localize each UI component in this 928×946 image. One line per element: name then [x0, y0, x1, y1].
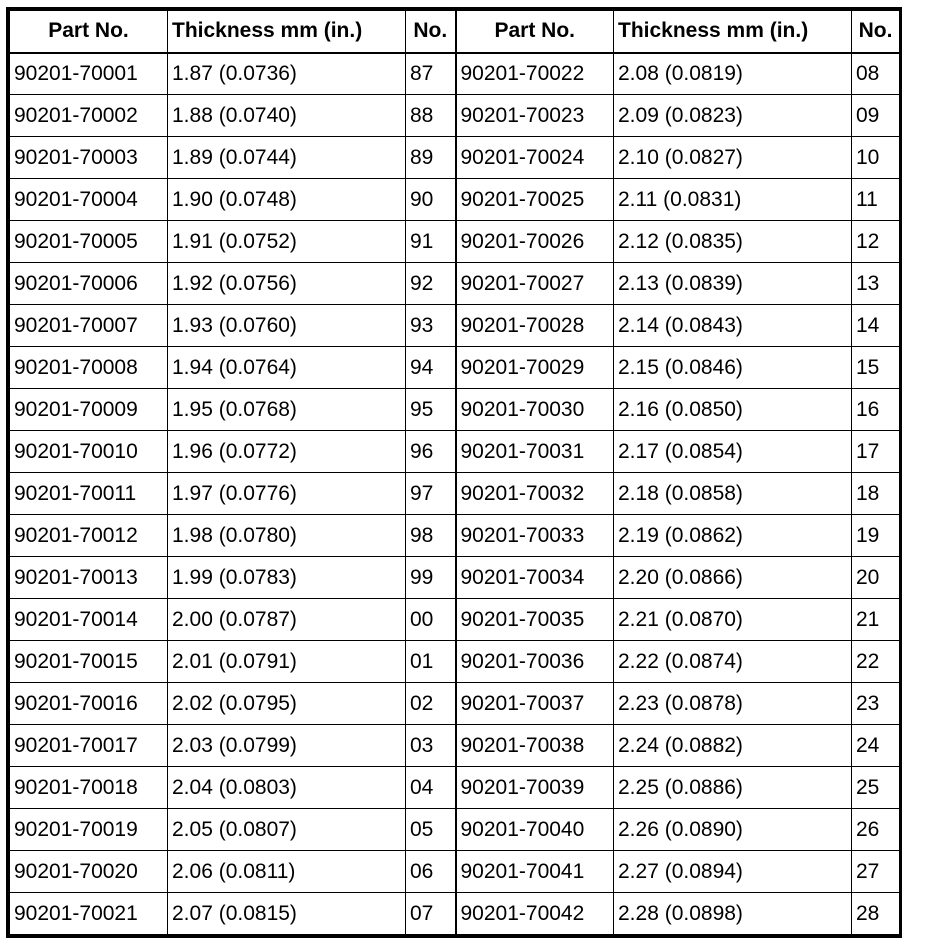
- number-cell: 24: [852, 725, 900, 767]
- thickness-cell: 2.19 (0.0862): [614, 515, 852, 557]
- part-no-cell: 90201-70042: [456, 893, 614, 935]
- table-row: [10, 599, 900, 641]
- number-cell: 98: [406, 515, 456, 557]
- part-no-cell: 90201-70008: [10, 347, 168, 389]
- thickness-cell: 1.88 (0.0740): [168, 95, 406, 137]
- number-cell: 06: [406, 851, 456, 893]
- part-no-cell: 90201-70003: [10, 137, 168, 179]
- table-row: [10, 305, 900, 347]
- number-cell: 90: [406, 179, 456, 221]
- part-no-cell: 90201-70001: [10, 53, 168, 95]
- part-no-cell: 90201-70018: [10, 767, 168, 809]
- number-cell: 09: [852, 95, 900, 137]
- number-cell: 97: [406, 473, 456, 515]
- number-cell: 02: [406, 683, 456, 725]
- part-no-cell: 90201-70041: [456, 851, 614, 893]
- thickness-cell: 1.94 (0.0764): [168, 347, 406, 389]
- number-cell: 88: [406, 95, 456, 137]
- thickness-cell: 2.27 (0.0894): [614, 851, 852, 893]
- thickness-cell: 2.14 (0.0843): [614, 305, 852, 347]
- table-row: [10, 725, 900, 767]
- part-no-cell: 90201-70005: [10, 221, 168, 263]
- table-header-row: [10, 11, 900, 53]
- table-row: [10, 473, 900, 515]
- number-cell: 04: [406, 767, 456, 809]
- thickness-cell: 2.08 (0.0819): [614, 53, 852, 95]
- part-no-cell: 90201-70021: [10, 893, 168, 935]
- thickness-cell: 1.90 (0.0748): [168, 179, 406, 221]
- thickness-cell: 2.22 (0.0874): [614, 641, 852, 683]
- part-no-cell: 90201-70020: [10, 851, 168, 893]
- number-cell: 14: [852, 305, 900, 347]
- thickness-cell: 1.93 (0.0760): [168, 305, 406, 347]
- part-no-cell: 90201-70030: [456, 389, 614, 431]
- number-cell: 96: [406, 431, 456, 473]
- thickness-cell: 2.11 (0.0831): [614, 179, 852, 221]
- thickness-cell: 2.02 (0.0795): [168, 683, 406, 725]
- part-no-cell: 90201-70032: [456, 473, 614, 515]
- number-cell: 94: [406, 347, 456, 389]
- part-no-cell: 90201-70015: [10, 641, 168, 683]
- part-no-cell: 90201-70017: [10, 725, 168, 767]
- part-no-cell: 90201-70033: [456, 515, 614, 557]
- part-no-cell: 90201-70024: [456, 137, 614, 179]
- number-cell: 23: [852, 683, 900, 725]
- number-cell: 87: [406, 53, 456, 95]
- header-no-right: No.: [852, 11, 900, 53]
- number-cell: 19: [852, 515, 900, 557]
- number-cell: 11: [852, 179, 900, 221]
- part-no-cell: 90201-70019: [10, 809, 168, 851]
- thickness-cell: 1.87 (0.0736): [168, 53, 406, 95]
- thickness-cell: 2.03 (0.0799): [168, 725, 406, 767]
- thickness-cell: 2.09 (0.0823): [614, 95, 852, 137]
- table-row: [10, 557, 900, 599]
- part-no-cell: 90201-70025: [456, 179, 614, 221]
- number-cell: 08: [852, 53, 900, 95]
- part-no-cell: 90201-70011: [10, 473, 168, 515]
- part-no-cell: 90201-70012: [10, 515, 168, 557]
- table-row: [10, 641, 900, 683]
- number-cell: 17: [852, 431, 900, 473]
- thickness-cell: 1.98 (0.0780): [168, 515, 406, 557]
- number-cell: 89: [406, 137, 456, 179]
- number-cell: 27: [852, 851, 900, 893]
- number-cell: 05: [406, 809, 456, 851]
- part-no-cell: 90201-70002: [10, 95, 168, 137]
- part-no-cell: 90201-70037: [456, 683, 614, 725]
- thickness-cell: 2.28 (0.0898): [614, 893, 852, 935]
- number-cell: 15: [852, 347, 900, 389]
- thickness-cell: 1.97 (0.0776): [168, 473, 406, 515]
- number-cell: 92: [406, 263, 456, 305]
- number-cell: 28: [852, 893, 900, 935]
- part-no-cell: 90201-70038: [456, 725, 614, 767]
- thickness-cell: 2.24 (0.0882): [614, 725, 852, 767]
- thickness-cell: 2.15 (0.0846): [614, 347, 852, 389]
- thickness-cell: 1.92 (0.0756): [168, 263, 406, 305]
- thickness-cell: 2.21 (0.0870): [614, 599, 852, 641]
- table-row: [10, 95, 900, 137]
- number-cell: 21: [852, 599, 900, 641]
- part-no-cell: 90201-70026: [456, 221, 614, 263]
- part-no-cell: 90201-70010: [10, 431, 168, 473]
- part-no-cell: 90201-70023: [456, 95, 614, 137]
- table-row: [10, 683, 900, 725]
- header-thickness-right: Thickness mm (in.): [614, 11, 852, 53]
- thickness-cell: 2.13 (0.0839): [614, 263, 852, 305]
- part-no-cell: 90201-70029: [456, 347, 614, 389]
- header-thickness-left: Thickness mm (in.): [168, 11, 406, 53]
- thickness-cell: 1.99 (0.0783): [168, 557, 406, 599]
- header-part-no-right: Part No.: [456, 11, 614, 53]
- table-row: [10, 137, 900, 179]
- number-cell: 18: [852, 473, 900, 515]
- number-cell: 03: [406, 725, 456, 767]
- table-row: [10, 263, 900, 305]
- thickness-cell: 1.96 (0.0772): [168, 431, 406, 473]
- number-cell: 95: [406, 389, 456, 431]
- thickness-cell: 2.01 (0.0791): [168, 641, 406, 683]
- thickness-cell: 1.91 (0.0752): [168, 221, 406, 263]
- table-row: [10, 893, 900, 935]
- part-no-cell: 90201-70028: [456, 305, 614, 347]
- number-cell: 26: [852, 809, 900, 851]
- thickness-cell: 2.20 (0.0866): [614, 557, 852, 599]
- table-row: [10, 53, 900, 95]
- part-no-cell: 90201-70035: [456, 599, 614, 641]
- thickness-cell: 2.05 (0.0807): [168, 809, 406, 851]
- thickness-cell: 2.06 (0.0811): [168, 851, 406, 893]
- number-cell: 93: [406, 305, 456, 347]
- table-row: [10, 851, 900, 893]
- thickness-cell: 2.16 (0.0850): [614, 389, 852, 431]
- shim-thickness-table: [9, 10, 900, 935]
- number-cell: 20: [852, 557, 900, 599]
- table-row: [10, 221, 900, 263]
- part-no-cell: 90201-70022: [456, 53, 614, 95]
- part-no-cell: 90201-70027: [456, 263, 614, 305]
- number-cell: 00: [406, 599, 456, 641]
- thickness-cell: 2.12 (0.0835): [614, 221, 852, 263]
- thickness-cell: 1.89 (0.0744): [168, 137, 406, 179]
- table-row: [10, 515, 900, 557]
- header-part-no-left: Part No.: [10, 11, 168, 53]
- table-row: [10, 389, 900, 431]
- number-cell: 99: [406, 557, 456, 599]
- thickness-cell: 2.00 (0.0787): [168, 599, 406, 641]
- thickness-cell: 2.18 (0.0858): [614, 473, 852, 515]
- header-no-left: No.: [406, 11, 456, 53]
- part-no-cell: 90201-70006: [10, 263, 168, 305]
- part-no-cell: 90201-70014: [10, 599, 168, 641]
- part-no-cell: 90201-70036: [456, 641, 614, 683]
- thickness-cell: 2.23 (0.0878): [614, 683, 852, 725]
- thickness-cell: 2.04 (0.0803): [168, 767, 406, 809]
- number-cell: 91: [406, 221, 456, 263]
- number-cell: 13: [852, 263, 900, 305]
- thickness-cell: 2.10 (0.0827): [614, 137, 852, 179]
- shim-thickness-table-frame: [6, 7, 902, 938]
- part-no-cell: 90201-70007: [10, 305, 168, 347]
- thickness-cell: 2.17 (0.0854): [614, 431, 852, 473]
- number-cell: 22: [852, 641, 900, 683]
- number-cell: 07: [406, 893, 456, 935]
- part-no-cell: 90201-70013: [10, 557, 168, 599]
- number-cell: 12: [852, 221, 900, 263]
- table-row: [10, 767, 900, 809]
- table-row: [10, 431, 900, 473]
- number-cell: 25: [852, 767, 900, 809]
- table-row: [10, 179, 900, 221]
- thickness-cell: 1.95 (0.0768): [168, 389, 406, 431]
- part-no-cell: 90201-70034: [456, 557, 614, 599]
- part-no-cell: 90201-70039: [456, 767, 614, 809]
- part-no-cell: 90201-70009: [10, 389, 168, 431]
- number-cell: 01: [406, 641, 456, 683]
- number-cell: 10: [852, 137, 900, 179]
- thickness-cell: 2.25 (0.0886): [614, 767, 852, 809]
- thickness-cell: 2.07 (0.0815): [168, 893, 406, 935]
- part-no-cell: 90201-70031: [456, 431, 614, 473]
- table-body: [10, 53, 900, 935]
- thickness-cell: 2.26 (0.0890): [614, 809, 852, 851]
- table-row: [10, 347, 900, 389]
- part-no-cell: 90201-70004: [10, 179, 168, 221]
- table-row: [10, 809, 900, 851]
- part-no-cell: 90201-70040: [456, 809, 614, 851]
- part-no-cell: 90201-70016: [10, 683, 168, 725]
- number-cell: 16: [852, 389, 900, 431]
